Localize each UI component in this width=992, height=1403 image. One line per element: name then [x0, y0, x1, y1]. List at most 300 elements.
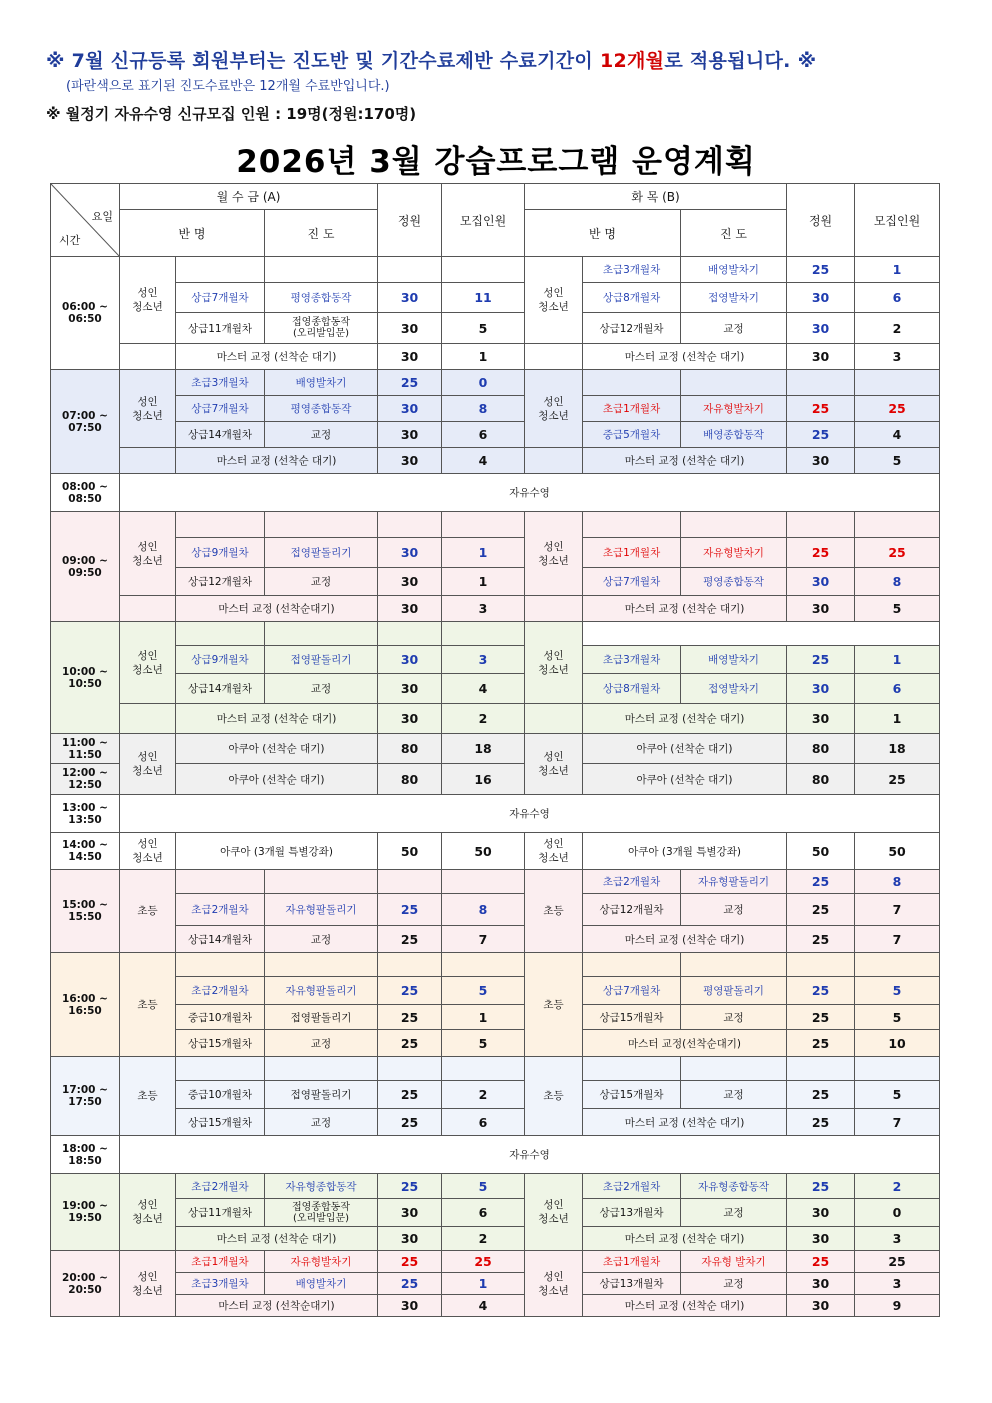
class-cell: 상급12개월차 [583, 894, 681, 926]
capacity-cell: 30 [378, 596, 442, 622]
capacity-cell: 25 [787, 257, 855, 283]
master-cell: 마스터 교정 (선착순 대기) [176, 448, 378, 474]
class-cell [583, 953, 681, 977]
table-row [51, 1081, 940, 1109]
progress-cell: 배영종합동작 [681, 422, 787, 448]
table-row [51, 704, 940, 734]
capacity-cell: 80 [378, 764, 442, 795]
recruit-cell: 8 [442, 396, 525, 422]
capacity-cell: 25 [787, 1251, 855, 1273]
recruit-cell: 2 [855, 313, 940, 344]
progress-cell: 평영종합동작 [265, 283, 378, 313]
class-cell: 상급11개월차 [176, 1199, 265, 1227]
recruit-cell: 8 [442, 894, 525, 926]
group-cell: 초등 [525, 1057, 583, 1136]
capacity-cell [378, 953, 442, 977]
aqua-cell: 아쿠아 (선착순 대기) [583, 764, 787, 795]
class-cell [176, 622, 265, 646]
progress-cell: 자유형팔돌리기 [265, 977, 378, 1005]
progress-cell: 교정 [681, 1081, 787, 1109]
recruit-cell: 1 [442, 1273, 525, 1295]
progress-cell: 접영팔돌리기 [265, 1081, 378, 1109]
class-cell: 초급1개월차 [583, 396, 681, 422]
class-cell: 상급12개월차 [176, 568, 265, 596]
recruit-cell: 5 [855, 977, 940, 1005]
recruit-cell: 5 [855, 1005, 940, 1030]
group-cell: 성인 청소년 [120, 1174, 176, 1251]
header-capacity-a: 정원 [378, 184, 442, 257]
group-cell: 초등 [120, 953, 176, 1057]
header-progress-a: 진 도 [265, 210, 378, 257]
capacity-cell: 30 [378, 422, 442, 448]
table-row [51, 1251, 940, 1273]
class-cell: 상급8개월차 [583, 674, 681, 704]
progress-cell [265, 1057, 378, 1081]
class-cell: 상급12개월차 [583, 313, 681, 344]
recruit-cell: 6 [855, 674, 940, 704]
header-capacity-b: 정원 [787, 184, 855, 257]
recruit-cell: 5 [442, 1174, 525, 1199]
table-row [51, 596, 940, 622]
free-swim-cell: 자유수영 [120, 474, 940, 512]
progress-cell: 배영발차기 [681, 257, 787, 283]
progress-cell: 자유형팔돌리기 [265, 894, 378, 926]
class-cell [583, 512, 681, 538]
class-cell: 상급8개월차 [583, 283, 681, 313]
class-cell: 상급15개월차 [583, 1005, 681, 1030]
table-row [51, 283, 940, 313]
time-cell: 14:00 ~ 14:50 [51, 833, 120, 870]
progress-cell: 교정 [681, 1199, 787, 1227]
header-recruit-a: 모집인원 [442, 184, 525, 257]
progress-cell: 교정 [265, 422, 378, 448]
master-cell: 마스터 교정 (선착순 대기) [176, 1227, 378, 1251]
progress-cell: 배영발차기 [265, 370, 378, 396]
recruit-cell: 1 [442, 568, 525, 596]
table-row [51, 1295, 940, 1317]
time-cell: 12:00 ~ 12:50 [51, 764, 120, 795]
capacity-cell: 25 [787, 977, 855, 1005]
capacity-cell: 25 [787, 894, 855, 926]
recruit-cell: 8 [855, 568, 940, 596]
aqua-cell: 아쿠아 (선착순 대기) [583, 734, 787, 764]
recruit-cell: 18 [855, 734, 940, 764]
progress-cell [681, 953, 787, 977]
class-cell: 초급2개월차 [176, 1174, 265, 1199]
capacity-cell: 30 [787, 1273, 855, 1295]
table-row [51, 538, 940, 568]
table-row [51, 1273, 940, 1295]
capacity-cell: 30 [787, 313, 855, 344]
time-cell: 06:00 ~ 06:50 [51, 257, 120, 370]
progress-cell: 자유형종합동작 [681, 1174, 787, 1199]
table-row [51, 1005, 940, 1030]
class-cell [176, 870, 265, 894]
master-cell: 마스터 교정 (선착순 대기) [583, 1227, 787, 1251]
table-row [51, 622, 940, 646]
class-cell: 상급15개월차 [176, 1109, 265, 1136]
class-cell [176, 1057, 265, 1081]
table-row [51, 568, 940, 596]
group-cell: 성인 청소년 [120, 257, 176, 344]
master-cell: 마스터 교정(선착순대기) [583, 1030, 787, 1057]
class-cell: 초급1개월차 [583, 538, 681, 568]
capacity-cell: 30 [787, 448, 855, 474]
free-swim-cell: 자유수영 [120, 1136, 940, 1174]
recruit-cell [855, 953, 940, 977]
capacity-cell: 80 [787, 734, 855, 764]
class-cell: 상급15개월차 [583, 1081, 681, 1109]
group-cell: 초등 [120, 1057, 176, 1136]
capacity-cell: 30 [787, 283, 855, 313]
recruit-cell: 1 [442, 538, 525, 568]
table-row [51, 344, 940, 370]
progress-cell: 교정 [681, 1005, 787, 1030]
recruit-cell: 1 [442, 1005, 525, 1030]
recruit-cell: 2 [442, 704, 525, 734]
capacity-cell: 30 [378, 283, 442, 313]
progress-cell [265, 870, 378, 894]
recruit-cell: 2 [442, 1081, 525, 1109]
progress-cell [265, 622, 378, 646]
capacity-cell: 30 [378, 313, 442, 344]
recruit-cell: 5 [855, 1081, 940, 1109]
capacity-cell: 50 [378, 833, 442, 870]
class-cell: 초급3개월차 [176, 370, 265, 396]
recruit-cell: 25 [855, 396, 940, 422]
recruit-cell: 6 [855, 283, 940, 313]
class-cell: 상급14개월차 [176, 926, 265, 953]
capacity-cell: 30 [378, 1227, 442, 1251]
capacity-cell [787, 512, 855, 538]
progress-cell: 평영종합동작 [265, 396, 378, 422]
progress-cell: 평영종합동작 [681, 568, 787, 596]
recruit-cell: 1 [855, 646, 940, 674]
class-cell: 초급3개월차 [583, 646, 681, 674]
capacity-cell: 30 [378, 568, 442, 596]
empty-cell [583, 622, 940, 646]
capacity-cell [378, 257, 442, 283]
class-cell: 초급3개월차 [583, 257, 681, 283]
capacity-cell: 25 [787, 422, 855, 448]
progress-cell: 배영발차기 [681, 646, 787, 674]
recruit-cell [442, 1057, 525, 1081]
class-cell: 상급13개월차 [583, 1273, 681, 1295]
recruit-cell [442, 870, 525, 894]
capacity-cell: 80 [378, 734, 442, 764]
capacity-cell: 30 [787, 1199, 855, 1227]
time-cell: 16:00 ~ 16:50 [51, 953, 120, 1057]
table-row [51, 1136, 940, 1174]
progress-cell: 자유형팔돌리기 [681, 870, 787, 894]
master-cell: 마스터 교정 (선착순 대기) [583, 1109, 787, 1136]
capacity-cell: 50 [787, 833, 855, 870]
time-cell: 11:00 ~ 11:50 [51, 734, 120, 764]
class-cell: 상급15개월차 [176, 1030, 265, 1057]
recruit-cell: 10 [855, 1030, 940, 1057]
progress-cell: 교정 [265, 568, 378, 596]
notice-text: 로 적용됩니다. ※ [664, 50, 817, 72]
class-cell: 초급1개월차 [176, 1251, 265, 1273]
recruit-cell: 1 [855, 704, 940, 734]
recruit-cell: 3 [442, 646, 525, 674]
recruit-cell: 5 [442, 977, 525, 1005]
capacity-cell: 30 [378, 1199, 442, 1227]
free-swim-cell: 자유수영 [120, 795, 940, 833]
class-cell [176, 953, 265, 977]
header-class-b: 반 명 [525, 210, 681, 257]
class-cell: 상급7개월차 [583, 568, 681, 596]
schedule-table [50, 183, 940, 1317]
group-cell: 성인 청소년 [120, 1251, 176, 1317]
class-cell: 초급2개월차 [583, 1174, 681, 1199]
master-cell: 마스터 교정 (선착순 대기) [583, 704, 787, 734]
class-cell: 초급1개월차 [583, 1251, 681, 1273]
recruit-cell [442, 622, 525, 646]
aqua-special-cell: 아쿠아 (3개월 특별강좌) [583, 833, 787, 870]
recruit-cell: 7 [855, 894, 940, 926]
group-cell: 성인 청소년 [525, 512, 583, 596]
recruit-cell [855, 370, 940, 396]
class-cell: 상급11개월차 [176, 313, 265, 344]
capacity-cell: 25 [378, 1081, 442, 1109]
recruit-cell: 3 [855, 1273, 940, 1295]
recruit-cell: 25 [442, 1251, 525, 1273]
table-row [51, 764, 940, 795]
group-cell: 초등 [120, 870, 176, 953]
page-title: 2026년 3월 강습프로그램 운영계획 [236, 144, 756, 180]
table-row [51, 1174, 940, 1199]
table-row [51, 1030, 940, 1057]
table-row [51, 646, 940, 674]
master-cell: 마스터 교정 (선착순대기) [176, 596, 378, 622]
group-cell: 초등 [525, 953, 583, 1057]
capacity-cell: 30 [787, 568, 855, 596]
class-cell: 상급7개월차 [176, 396, 265, 422]
class-cell: 상급9개월차 [176, 538, 265, 568]
recruit-cell: 25 [855, 764, 940, 795]
group-cell: 성인 청소년 [525, 734, 583, 795]
recruit-cell: 0 [855, 1199, 940, 1227]
progress-cell [681, 512, 787, 538]
header-group-a: 월 수 금 (A) [120, 184, 378, 210]
table-row [51, 1227, 940, 1251]
capacity-cell [378, 622, 442, 646]
capacity-cell: 80 [787, 764, 855, 795]
recruit-cell: 9 [855, 1295, 940, 1317]
recruit-cell: 7 [855, 1109, 940, 1136]
capacity-cell: 30 [787, 1295, 855, 1317]
capacity-cell: 30 [378, 448, 442, 474]
progress-cell: 교정 [681, 1273, 787, 1295]
class-cell: 중급10개월차 [176, 1005, 265, 1030]
class-cell: 상급14개월차 [176, 422, 265, 448]
progress-cell [265, 512, 378, 538]
class-cell: 중급10개월차 [176, 1081, 265, 1109]
time-cell: 13:00 ~ 13:50 [51, 795, 120, 833]
capacity-cell: 25 [378, 1251, 442, 1273]
recruit-cell: 11 [442, 283, 525, 313]
capacity-cell: 25 [378, 1109, 442, 1136]
header-corner [51, 184, 120, 257]
progress-cell: 접영팔돌리기 [265, 538, 378, 568]
master-cell: 마스터 교정 (선착순 대기) [176, 344, 378, 370]
time-cell: 08:00 ~ 08:50 [51, 474, 120, 512]
table-row [51, 833, 940, 870]
time-cell: 15:00 ~ 15:50 [51, 870, 120, 953]
recruit-cell: 7 [855, 926, 940, 953]
recruit-cell: 4 [442, 448, 525, 474]
progress-cell: 접영팔돌리기 [265, 646, 378, 674]
recruit-cell: 1 [442, 344, 525, 370]
header-recruit-b: 모집인원 [855, 184, 940, 257]
recruit-cell [442, 257, 525, 283]
table-row [51, 953, 940, 977]
table-row [51, 1057, 940, 1081]
capacity-cell: 25 [787, 1109, 855, 1136]
progress-cell: 자유형 발차기 [681, 1251, 787, 1273]
capacity-cell: 25 [787, 870, 855, 894]
class-cell [176, 257, 265, 283]
recruit-cell: 5 [442, 313, 525, 344]
recruit-cell: 4 [442, 1295, 525, 1317]
capacity-cell: 25 [378, 1030, 442, 1057]
progress-cell: 교정 [265, 1030, 378, 1057]
recruit-cell: 25 [855, 1251, 940, 1273]
table-row [51, 512, 940, 538]
recruit-cell: 0 [442, 370, 525, 396]
capacity-cell: 30 [787, 1227, 855, 1251]
capacity-cell: 25 [787, 1081, 855, 1109]
capacity-cell: 25 [787, 646, 855, 674]
progress-cell: 교정 [265, 926, 378, 953]
time-cell: 19:00 ~ 19:50 [51, 1174, 120, 1251]
capacity-cell: 25 [787, 1030, 855, 1057]
capacity-cell: 30 [378, 538, 442, 568]
progress-cell: 교정 [265, 674, 378, 704]
capacity-cell [787, 1057, 855, 1081]
progress-cell: 교정 [265, 1109, 378, 1136]
capacity-cell: 30 [378, 674, 442, 704]
capacity-cell: 25 [787, 1174, 855, 1199]
table-row [51, 795, 940, 833]
recruit-cell: 6 [442, 1199, 525, 1227]
aqua-cell: 아쿠아 (선착순 대기) [176, 764, 378, 795]
recruit-cell: 50 [442, 833, 525, 870]
class-cell: 초급3개월차 [176, 1273, 265, 1295]
capacity-cell: 25 [378, 926, 442, 953]
capacity-cell: 25 [787, 926, 855, 953]
progress-cell: 배영발차기 [265, 1273, 378, 1295]
capacity-cell: 25 [787, 1005, 855, 1030]
recruit-cell: 3 [855, 1227, 940, 1251]
group-cell: 성인 청소년 [525, 622, 583, 704]
table-row [51, 1199, 940, 1227]
notice-line-3: ※ 월정기 자유수영 신규모집 인원 : 19명(정원:170명) [46, 105, 417, 123]
group-cell: 초등 [525, 870, 583, 953]
table-row [51, 422, 940, 448]
time-cell: 18:00 ~ 18:50 [51, 1136, 120, 1174]
progress-cell: 접영팔돌리기 [265, 1005, 378, 1030]
recruit-cell: 4 [442, 674, 525, 704]
table-row [51, 396, 940, 422]
recruit-cell: 2 [855, 1174, 940, 1199]
master-cell: 마스터 교정 (선착순대기) [176, 1295, 378, 1317]
group-cell: 성인 청소년 [120, 734, 176, 795]
progress-cell: 자유형종합동작 [265, 1174, 378, 1199]
capacity-cell: 25 [378, 894, 442, 926]
recruit-cell: 16 [442, 764, 525, 795]
capacity-cell [787, 370, 855, 396]
recruit-cell: 5 [855, 448, 940, 474]
group-cell: 성인 청소년 [525, 833, 583, 870]
master-cell: 마스터 교정 (선착순 대기) [583, 448, 787, 474]
table-row [51, 257, 940, 283]
capacity-cell: 25 [378, 977, 442, 1005]
header-time: 시간 [59, 234, 81, 247]
group-cell: 성인 청소년 [120, 370, 176, 448]
group-cell: 성인 청소년 [525, 370, 583, 448]
master-cell: 마스터 교정 (선착순 대기) [583, 1295, 787, 1317]
table-row [51, 474, 940, 512]
class-cell: 상급7개월차 [176, 283, 265, 313]
capacity-cell: 25 [378, 1005, 442, 1030]
class-cell: 상급13개월차 [583, 1199, 681, 1227]
header-class-a: 반 명 [120, 210, 265, 257]
capacity-cell: 30 [378, 1295, 442, 1317]
capacity-cell: 30 [378, 704, 442, 734]
recruit-cell [855, 512, 940, 538]
recruit-cell [442, 512, 525, 538]
progress-cell: 접영발차기 [681, 674, 787, 704]
header-day: 요일 [91, 210, 113, 223]
recruit-cell: 25 [855, 538, 940, 568]
time-cell: 07:00 ~ 07:50 [51, 370, 120, 474]
progress-cell: 자유형발차기 [681, 538, 787, 568]
header-progress-b: 진 도 [681, 210, 787, 257]
notice-highlight: 12개월 [599, 50, 665, 72]
progress-cell: 자유형발차기 [681, 396, 787, 422]
table-row [51, 370, 940, 396]
capacity-cell: 25 [378, 1273, 442, 1295]
class-cell: 중급5개월차 [583, 422, 681, 448]
progress-cell [265, 953, 378, 977]
recruit-cell: 8 [855, 870, 940, 894]
recruit-cell: 6 [442, 422, 525, 448]
notice-line-2: (파란색으로 표기된 진도수료반은 12개월 수료반입니다.) [66, 79, 390, 94]
table-row [51, 313, 940, 344]
capacity-cell: 30 [787, 704, 855, 734]
class-cell: 초급2개월차 [583, 870, 681, 894]
group-cell: 성인 청소년 [525, 257, 583, 344]
capacity-cell [787, 953, 855, 977]
progress-cell: 접영종합동작 (오리발입문) [265, 313, 378, 344]
progress-cell: 접영종합동작 (오리발입문) [265, 1199, 378, 1227]
capacity-cell: 30 [378, 396, 442, 422]
recruit-cell: 5 [442, 1030, 525, 1057]
recruit-cell: 6 [442, 1109, 525, 1136]
recruit-cell: 3 [855, 344, 940, 370]
time-cell: 17:00 ~ 17:50 [51, 1057, 120, 1136]
aqua-cell: 아쿠아 (선착순 대기) [176, 734, 378, 764]
aqua-special-cell: 아쿠아 (3개월 특별강좌) [176, 833, 378, 870]
capacity-cell [378, 870, 442, 894]
capacity-cell: 30 [787, 596, 855, 622]
class-cell: 상급9개월차 [176, 646, 265, 674]
progress-cell [681, 1057, 787, 1081]
progress-cell: 교정 [681, 894, 787, 926]
recruit-cell [855, 1057, 940, 1081]
